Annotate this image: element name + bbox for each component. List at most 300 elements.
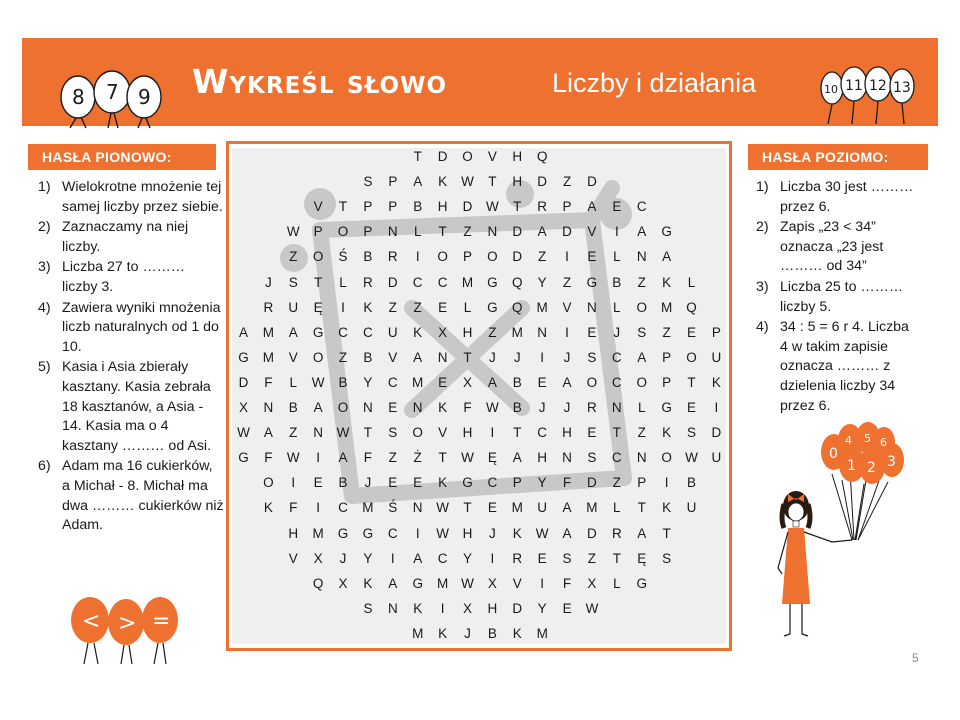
grid-letter[interactable]: B xyxy=(686,475,696,491)
grid-letter[interactable]: I xyxy=(440,600,445,616)
grid-letter[interactable]: U xyxy=(288,299,299,315)
grid-letter[interactable]: S xyxy=(637,324,647,340)
grid-letter[interactable]: R xyxy=(512,550,523,566)
grid-letter[interactable]: Z xyxy=(289,425,298,441)
grid-letter[interactable]: Q xyxy=(312,575,324,591)
grid-letter[interactable]: Ę xyxy=(487,450,497,466)
grid-letter[interactable]: A xyxy=(388,575,398,591)
grid-letter[interactable]: D xyxy=(512,224,523,240)
grid-letter[interactable]: S xyxy=(662,550,672,566)
grid-letter[interactable]: H xyxy=(487,600,498,616)
grid-letter[interactable]: L xyxy=(613,299,621,315)
grid-letter[interactable]: N xyxy=(537,324,547,340)
grid-letter[interactable]: W xyxy=(535,525,549,541)
grid-letter[interactable]: A xyxy=(413,349,423,365)
grid-letter[interactable]: A xyxy=(562,374,572,390)
grid-letter[interactable]: L xyxy=(289,374,297,390)
grid-letter[interactable]: L xyxy=(613,575,621,591)
grid-letter[interactable]: Z xyxy=(562,174,572,190)
grid-letter[interactable]: T xyxy=(363,425,373,441)
grid-letter[interactable]: L xyxy=(613,249,621,265)
grid-letter[interactable]: E xyxy=(388,475,398,491)
grid-letter[interactable]: W xyxy=(461,174,474,190)
grid-letter[interactable]: J xyxy=(538,400,546,415)
grid-letter[interactable]: Z xyxy=(463,224,472,240)
grid-letter[interactable]: P xyxy=(388,199,398,215)
grid-letter[interactable]: E xyxy=(438,374,448,390)
grid-letter[interactable]: A xyxy=(637,349,647,365)
grid-letter[interactable]: M xyxy=(262,324,274,340)
grid-letter[interactable]: O xyxy=(312,349,324,365)
grid-letter[interactable]: O xyxy=(437,249,448,265)
grid-letter[interactable]: A xyxy=(338,450,348,466)
grid-letter[interactable]: I xyxy=(614,224,619,240)
grid-letter[interactable]: W xyxy=(286,224,300,240)
grid-letter[interactable]: M xyxy=(436,575,449,591)
grid-letter[interactable]: T xyxy=(612,425,621,441)
grid-letter[interactable]: W xyxy=(461,575,474,591)
grid-letter[interactable]: V xyxy=(438,425,448,441)
grid-letter[interactable]: O xyxy=(412,425,423,441)
grid-letter[interactable]: E xyxy=(313,475,323,491)
grid-letter[interactable]: W xyxy=(685,450,698,466)
grid-letter[interactable]: V xyxy=(587,224,597,240)
grid-letter[interactable]: S xyxy=(363,600,373,616)
grid-letter[interactable]: G xyxy=(586,274,598,290)
grid-letter[interactable]: O xyxy=(263,475,274,491)
grid-letter[interactable]: M xyxy=(511,324,523,340)
grid-letter[interactable]: D xyxy=(387,274,398,290)
grid-letter[interactable]: B xyxy=(487,625,497,641)
grid-letter[interactable]: A xyxy=(263,425,273,441)
grid-letter[interactable]: B xyxy=(288,400,298,415)
grid-letter[interactable]: T xyxy=(413,149,422,164)
grid-letter[interactable]: L xyxy=(687,274,696,290)
grid-letter[interactable]: M xyxy=(412,625,424,641)
grid-letter[interactable]: V xyxy=(288,550,298,566)
grid-letter[interactable]: T xyxy=(438,224,447,240)
grid-letter[interactable]: N xyxy=(387,224,398,240)
grid-letter[interactable]: U xyxy=(387,324,398,340)
grid-letter[interactable]: M xyxy=(461,274,474,290)
grid-letter[interactable]: K xyxy=(438,400,448,415)
grid-letter[interactable]: E xyxy=(537,374,547,390)
grid-letter[interactable]: C xyxy=(387,374,398,390)
grid-letter[interactable]: W xyxy=(286,450,300,466)
grid-letter[interactable]: S xyxy=(686,425,696,441)
grid-letter[interactable]: K xyxy=(438,475,448,491)
grid-letter[interactable]: A xyxy=(562,500,572,516)
grid-letter[interactable]: H xyxy=(462,425,473,441)
grid-letter[interactable]: D xyxy=(238,374,249,390)
grid-letter[interactable]: P xyxy=(662,349,672,365)
grid-letter[interactable]: G xyxy=(312,324,324,340)
grid-letter[interactable]: Z xyxy=(637,274,646,290)
grid-letter[interactable]: P xyxy=(313,224,323,240)
grid-letter[interactable]: W xyxy=(485,400,499,415)
grid-letter[interactable]: R xyxy=(611,525,622,541)
grid-letter[interactable]: T xyxy=(313,274,323,290)
grid-letter[interactable]: L xyxy=(463,299,472,315)
grid-letter[interactable]: C xyxy=(537,425,547,441)
grid-letter[interactable]: I xyxy=(664,475,669,491)
grid-letter[interactable]: B xyxy=(612,274,622,290)
grid-letter[interactable]: T xyxy=(637,500,646,516)
grid-letter[interactable]: V xyxy=(562,299,572,315)
grid-letter[interactable]: X xyxy=(462,374,472,390)
grid-letter[interactable]: P xyxy=(363,199,373,215)
grid-letter[interactable]: F xyxy=(562,475,572,491)
grid-letter[interactable]: U xyxy=(686,500,697,516)
grid-letter[interactable]: N xyxy=(587,299,597,315)
grid-letter[interactable]: E xyxy=(587,249,597,265)
grid-letter[interactable]: P xyxy=(388,174,398,190)
grid-letter[interactable]: Z xyxy=(562,274,572,290)
grid-letter[interactable]: A xyxy=(587,199,597,215)
grid-letter[interactable]: L xyxy=(613,500,621,516)
grid-letter[interactable]: A xyxy=(288,324,298,340)
grid-letter[interactable]: W xyxy=(436,500,449,516)
grid-letter[interactable]: H xyxy=(537,450,547,466)
grid-letter[interactable]: C xyxy=(611,349,622,365)
grid-letter[interactable]: D xyxy=(437,149,448,164)
grid-letter[interactable]: I xyxy=(316,450,320,466)
grid-letter[interactable]: S xyxy=(363,174,373,190)
grid-letter[interactable]: M xyxy=(511,500,523,516)
grid-letter[interactable]: A xyxy=(512,450,522,466)
grid-letter[interactable]: Z xyxy=(289,249,298,265)
grid-letter[interactable]: D xyxy=(512,600,523,616)
grid-letter[interactable]: O xyxy=(636,299,647,315)
grid-letter[interactable]: M xyxy=(536,625,548,641)
grid-letter[interactable]: C xyxy=(437,550,448,566)
grid-letter[interactable]: C xyxy=(338,500,348,516)
grid-letter[interactable]: O xyxy=(686,349,697,365)
grid-letter[interactable]: T xyxy=(662,525,671,541)
grid-letter[interactable]: D xyxy=(587,525,597,541)
grid-letter[interactable]: I xyxy=(540,349,545,365)
grid-letter[interactable]: Q xyxy=(511,274,523,290)
grid-letter[interactable]: I xyxy=(415,525,420,541)
grid-letter[interactable]: N xyxy=(363,400,373,415)
grid-letter[interactable]: V xyxy=(288,349,298,365)
grid-letter[interactable]: T xyxy=(338,199,348,215)
grid-letter[interactable]: K xyxy=(438,625,448,641)
grid-letter[interactable]: P xyxy=(711,324,721,340)
grid-letter[interactable]: T xyxy=(687,374,696,390)
grid-letter[interactable]: F xyxy=(562,575,572,591)
grid-letter[interactable]: C xyxy=(636,199,647,215)
grid-letter[interactable]: B xyxy=(363,349,373,365)
grid-letter[interactable]: I xyxy=(291,475,296,491)
grid-letter[interactable]: Ż xyxy=(413,450,422,466)
grid-letter[interactable]: K xyxy=(438,174,448,190)
grid-letter[interactable]: L xyxy=(339,274,347,290)
grid-letter[interactable]: U xyxy=(711,349,722,365)
grid-letter[interactable]: A xyxy=(637,224,647,240)
grid-letter[interactable]: E xyxy=(413,475,423,491)
grid-letter[interactable]: C xyxy=(611,374,622,390)
grid-letter[interactable]: Z xyxy=(488,324,497,340)
grid-letter[interactable]: P xyxy=(637,475,647,491)
grid-letter[interactable]: G xyxy=(238,349,249,365)
grid-letter[interactable]: M xyxy=(412,374,424,390)
grid-letter[interactable]: F xyxy=(363,450,373,466)
grid-letter[interactable]: O xyxy=(661,450,672,466)
grid-letter[interactable]: P xyxy=(562,199,572,215)
grid-letter[interactable]: J xyxy=(488,525,496,541)
grid-letter[interactable]: I xyxy=(415,249,420,265)
grid-letter[interactable]: K xyxy=(711,374,721,390)
grid-letter[interactable]: Y xyxy=(537,274,547,290)
grid-letter[interactable]: B xyxy=(512,374,522,390)
grid-letter[interactable]: G xyxy=(238,450,249,466)
grid-letter[interactable]: A xyxy=(487,374,497,390)
grid-letter[interactable]: V xyxy=(388,349,398,365)
grid-letter[interactable]: X xyxy=(338,575,348,591)
grid-letter[interactable]: I xyxy=(490,550,495,566)
grid-letter[interactable]: S xyxy=(562,550,572,566)
grid-letter[interactable]: X xyxy=(463,600,473,616)
grid-letter[interactable]: N xyxy=(636,450,647,466)
grid-letter[interactable]: X xyxy=(313,550,323,566)
grid-letter[interactable]: Z xyxy=(637,425,646,441)
grid-letter[interactable]: Z xyxy=(413,299,422,315)
grid-letter[interactable]: R xyxy=(537,199,548,215)
grid-letter[interactable]: K xyxy=(363,575,373,591)
grid-letter[interactable]: K xyxy=(662,500,672,516)
grid-letter[interactable]: Q xyxy=(536,149,548,164)
grid-letter[interactable]: A xyxy=(537,224,547,240)
grid-letter[interactable]: E xyxy=(686,324,696,340)
grid-letter[interactable]: J xyxy=(339,550,347,566)
grid-letter[interactable]: H xyxy=(437,199,448,215)
grid-letter[interactable]: E xyxy=(388,400,398,415)
grid-letter[interactable]: A xyxy=(238,324,248,340)
grid-letter[interactable]: D xyxy=(587,174,597,190)
grid-letter[interactable]: C xyxy=(338,324,348,340)
grid-letter[interactable]: C xyxy=(363,324,373,340)
grid-letter[interactable]: G xyxy=(362,525,374,541)
grid-letter[interactable]: Y xyxy=(537,475,547,491)
grid-letter[interactable]: D xyxy=(537,174,548,190)
grid-letter[interactable]: U xyxy=(711,450,722,466)
grid-letter[interactable]: K xyxy=(363,299,373,315)
grid-letter[interactable]: D xyxy=(562,224,572,240)
grid-letter[interactable]: J xyxy=(563,400,571,415)
grid-letter[interactable]: I xyxy=(316,500,320,516)
grid-letter[interactable]: H xyxy=(562,425,572,441)
grid-letter[interactable]: A xyxy=(562,525,572,541)
grid-letter[interactable]: F xyxy=(264,450,273,466)
grid-letter[interactable]: G xyxy=(487,274,498,290)
grid-letter[interactable]: O xyxy=(312,249,324,265)
grid-letter[interactable]: Y xyxy=(363,374,373,390)
grid-letter[interactable]: W xyxy=(436,525,449,541)
grid-letter[interactable]: W xyxy=(485,199,499,215)
grid-letter[interactable]: B xyxy=(338,374,348,390)
grid-letter[interactable]: X xyxy=(587,575,597,591)
grid-letter[interactable]: N xyxy=(487,224,498,240)
grid-letter[interactable]: W xyxy=(311,374,325,390)
grid-letter[interactable]: P xyxy=(662,374,672,390)
grid-letter[interactable]: T xyxy=(488,174,497,190)
grid-letter[interactable]: J xyxy=(364,475,372,491)
grid-letter[interactable]: B xyxy=(512,400,522,415)
grid-letter[interactable]: I xyxy=(540,575,545,591)
grid-letter[interactable]: S xyxy=(587,450,597,466)
grid-letter[interactable]: W xyxy=(237,425,250,441)
grid-letter[interactable]: J xyxy=(613,324,621,340)
grid-letter[interactable]: Z xyxy=(388,450,397,466)
grid-letter[interactable]: H xyxy=(462,525,473,541)
grid-letter[interactable]: M xyxy=(312,525,324,541)
grid-letter[interactable]: C xyxy=(437,274,448,290)
grid-letter[interactable]: B xyxy=(363,249,373,265)
grid-letter[interactable]: O xyxy=(337,224,349,240)
grid-letter[interactable]: G xyxy=(487,299,498,315)
grid-letter[interactable]: X xyxy=(238,400,248,415)
grid-letter[interactable]: Ś xyxy=(388,500,398,516)
grid-letter[interactable]: Ś xyxy=(338,249,348,265)
grid-letter[interactable]: K xyxy=(512,525,522,541)
grid-letter[interactable]: N xyxy=(412,400,423,415)
grid-letter[interactable]: Z xyxy=(612,475,621,491)
grid-letter[interactable]: D xyxy=(462,199,473,215)
grid-letter[interactable]: H xyxy=(288,525,299,541)
grid-letter[interactable]: V xyxy=(313,199,323,215)
grid-letter[interactable]: N xyxy=(412,500,423,516)
grid-letter[interactable]: B xyxy=(413,199,423,215)
grid-letter[interactable]: M xyxy=(362,500,374,516)
grid-letter[interactable]: Ę xyxy=(313,299,323,315)
grid-letter[interactable]: E xyxy=(487,500,497,516)
grid-letter[interactable]: G xyxy=(337,525,349,541)
grid-letter[interactable]: F xyxy=(463,400,472,415)
grid-letter[interactable]: B xyxy=(338,475,348,491)
grid-letter[interactable]: Y xyxy=(462,550,472,566)
grid-letter[interactable]: K xyxy=(413,324,423,340)
grid-letter[interactable]: X xyxy=(487,575,497,591)
grid-letter[interactable]: O xyxy=(636,374,647,390)
grid-letter[interactable]: Ę xyxy=(637,550,647,566)
grid-letter[interactable]: V xyxy=(487,149,497,164)
grid-letter[interactable]: O xyxy=(462,149,473,164)
grid-letter[interactable]: I xyxy=(565,249,569,265)
grid-letter[interactable]: R xyxy=(587,400,597,415)
grid-letter[interactable]: G xyxy=(636,575,647,591)
grid-letter[interactable]: G xyxy=(661,224,672,240)
grid-letter[interactable]: O xyxy=(337,400,349,415)
grid-letter[interactable]: R xyxy=(363,274,373,290)
grid-letter[interactable]: K xyxy=(662,425,672,441)
grid-letter[interactable]: I xyxy=(341,299,345,315)
grid-letter[interactable]: M xyxy=(586,500,598,516)
grid-letter[interactable]: Q xyxy=(511,299,523,315)
grid-letter[interactable]: T xyxy=(463,349,472,365)
grid-letter[interactable]: I xyxy=(490,425,495,441)
grid-letter[interactable]: M xyxy=(660,299,673,315)
grid-letter[interactable]: L xyxy=(637,400,646,415)
grid-letter[interactable]: E xyxy=(587,425,597,441)
grid-letter[interactable]: S xyxy=(388,425,398,441)
grid-letter[interactable]: G xyxy=(462,475,473,491)
grid-letter[interactable]: Y xyxy=(363,550,373,566)
grid-letter[interactable]: C xyxy=(412,274,423,290)
grid-letter[interactable]: H xyxy=(512,149,523,164)
grid-letter[interactable]: N xyxy=(562,450,572,466)
grid-letter[interactable]: N xyxy=(636,249,647,265)
grid-letter[interactable]: N xyxy=(387,600,398,616)
grid-letter[interactable]: K xyxy=(662,274,672,290)
grid-letter[interactable]: P xyxy=(462,249,472,265)
grid-letter[interactable]: H xyxy=(462,324,473,340)
grid-letter[interactable]: G xyxy=(412,575,423,591)
grid-letter[interactable]: M xyxy=(536,299,548,315)
grid-letter[interactable]: E xyxy=(438,299,448,315)
grid-letter[interactable]: P xyxy=(363,224,373,240)
grid-letter[interactable]: F xyxy=(289,500,298,516)
grid-letter[interactable]: K xyxy=(512,625,522,641)
grid-letter[interactable]: J xyxy=(563,349,571,365)
grid-letter[interactable]: C xyxy=(611,450,622,466)
grid-letter[interactable]: J xyxy=(464,625,471,641)
grid-letter[interactable]: E xyxy=(686,400,696,415)
grid-letter[interactable]: S xyxy=(587,349,597,365)
grid-letter[interactable]: A xyxy=(413,174,423,190)
grid-letter[interactable]: O xyxy=(586,374,598,390)
grid-letter[interactable]: E xyxy=(562,600,572,616)
grid-letter[interactable]: P xyxy=(512,475,522,491)
grid-letter[interactable]: T xyxy=(438,450,447,466)
grid-letter[interactable]: J xyxy=(264,274,272,290)
grid-letter[interactable]: R xyxy=(263,299,274,315)
grid-letter[interactable]: T xyxy=(513,199,522,215)
grid-letter[interactable]: Y xyxy=(537,600,547,616)
grid-letter[interactable]: A xyxy=(413,550,423,566)
grid-letter[interactable]: T xyxy=(513,425,522,441)
grid-letter[interactable]: C xyxy=(387,525,398,541)
grid-letter[interactable]: W xyxy=(336,425,350,441)
grid-letter[interactable]: U xyxy=(537,500,547,516)
grid-letter[interactable]: J xyxy=(513,349,521,365)
grid-letter[interactable]: Z xyxy=(587,550,597,566)
grid-letter[interactable]: H xyxy=(512,174,523,190)
grid-letter[interactable]: E xyxy=(537,550,547,566)
grid-letter[interactable]: N xyxy=(263,400,274,415)
grid-letter[interactable]: O xyxy=(487,249,498,265)
grid-letter[interactable]: J xyxy=(488,349,496,365)
grid-letter[interactable]: L xyxy=(413,224,422,240)
grid-letter[interactable]: Z xyxy=(538,249,547,265)
grid-letter[interactable]: T xyxy=(463,500,472,516)
grid-letter[interactable]: I xyxy=(714,400,719,415)
grid-letter[interactable]: N xyxy=(611,400,622,415)
grid-letter[interactable]: E xyxy=(587,324,597,340)
grid-letter[interactable]: D xyxy=(587,475,597,491)
grid-letter[interactable]: A xyxy=(313,400,323,415)
grid-letter[interactable]: T xyxy=(612,550,621,566)
grid-letter[interactable]: S xyxy=(288,274,298,290)
grid-letter[interactable]: N xyxy=(437,349,448,365)
grid-letter[interactable]: A xyxy=(637,525,647,541)
grid-letter[interactable]: E xyxy=(612,199,622,215)
grid-letter[interactable]: Q xyxy=(686,299,697,315)
grid-letter[interactable]: C xyxy=(487,475,498,491)
grid-letter[interactable]: Z xyxy=(338,349,348,365)
grid-letter[interactable]: K xyxy=(263,500,273,516)
grid-letter[interactable]: V xyxy=(512,575,522,591)
